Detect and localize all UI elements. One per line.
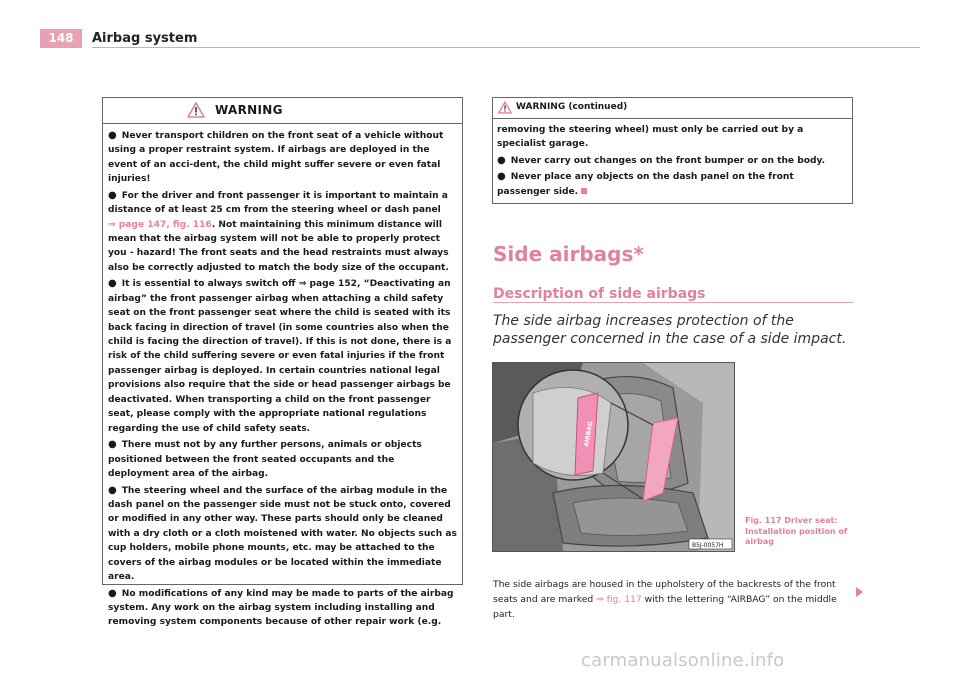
warning-lead: removing the steering wheel) must only be carried out by a specialist garage.	[497, 125, 804, 150]
section-end-marker	[581, 188, 587, 194]
warning-continued-body	[493, 119, 852, 199]
body-text: The side airbags are housed in the upholstery of the backrests of the front seats and are marked	[493, 579, 836, 605]
section-intro: The side airbag increases protection of the passenger concerned in the case of a side impact.	[493, 313, 847, 347]
subtitle-divider	[493, 302, 853, 303]
bullet-icon: ●	[108, 278, 117, 290]
bullet-icon: ●	[497, 171, 506, 183]
body-paragraph	[493, 577, 858, 622]
warning-paragraph	[108, 438, 458, 481]
bullet-icon: ●	[497, 154, 506, 166]
bullet-icon: ●	[108, 587, 117, 599]
warning-text: No modifications of any kind may be made to parts of the airbag system. Any work on the airbag system including installing and removing system components because of other repair work (e.g.	[108, 588, 454, 628]
warning-paragraph	[108, 587, 458, 630]
warning-triangle-icon	[498, 101, 512, 114]
warning-text: For the driver and front passenger it is important to maintain a distance of at least 25 cm from the steering wheel or dash panel	[108, 190, 448, 216]
airbag-label: AIRBAG	[583, 420, 595, 448]
bullet-icon: ●	[108, 189, 117, 201]
figure-ref-link[interactable]: ⇒ fig. 117	[596, 594, 642, 605]
warning-text: The steering wheel and the surface of the airbag module in the dash panel on the passenger side must not be stuck onto, covered or modified in any other way. These parts should only be cleaned with a dry cloth or a cloth moistened with water. No objects such as cup holders, mobile phone mounts, etc. may be attached to the covers of the airbag modules or be located within the immediate area.	[108, 485, 457, 582]
continue-arrow-icon	[855, 586, 864, 598]
warning-continued-header	[493, 98, 852, 119]
caption-line: Fig. 117 Driver seat:	[745, 516, 838, 525]
page-number: 148	[40, 29, 82, 48]
warning-header	[103, 98, 462, 124]
warning-continued-title: WARNING (continued)	[516, 102, 628, 112]
warning-paragraph	[497, 170, 848, 199]
warning-box	[102, 97, 463, 628]
warning-text: Never transport children on the front seat of a vehicle without using a proper restraint system. If airbags are deployed in the event of an acci-dent, the child might suffer severe or even fatal injuries!	[108, 131, 444, 185]
figure-code: B5J-0057H	[692, 542, 724, 549]
warning-text: . Not maintaining this minimum distance will mean that the airbag system will not be able to properly protect you - hazard! The front seats and the head restraints must always also be correctly adjusted to match the body size of the occupant.	[108, 219, 449, 273]
warning-paragraph	[108, 277, 458, 435]
page-header-title: Airbag system	[92, 31, 198, 46]
seat-illustration	[492, 362, 735, 552]
warning-text: It is essential to always switch off ⇒ page 152, “Deactivating an airbag” the front passenger airbag when attaching a child safety seat on the front passenger seat where the child is seated with its back facing in direction of travel (in some countries also when the child is facing the direction of travel). If this is not done, there is a risk of the child suffering severe or even fatal injuries if the front passenger airbag is deployed. In certain countries national legal provisions also require that the side or head passenger airbags be deactivated. When transporting a child on the front passenger seat, please comply with the appropriate national regulations regarding the use of child safety seats.	[108, 279, 452, 434]
bullet-icon: ●	[108, 439, 117, 451]
warning-continued-box	[492, 97, 853, 204]
header-divider	[92, 47, 920, 48]
watermark: carmanualsonline.info	[581, 650, 785, 671]
warning-body	[103, 124, 462, 630]
warning-text: Never carry out changes on the front bumper or on the body.	[510, 155, 826, 166]
figure-caption	[745, 516, 855, 548]
bullet-icon: ●	[108, 130, 117, 141]
warning-text: There must not by any further persons, animals or objects positioned between the front seated occupants and the deployment area of the airbag.	[108, 440, 422, 479]
section-title: Side airbags*	[493, 242, 644, 266]
warning-paragraph	[108, 189, 458, 275]
warning-paragraph	[108, 129, 458, 187]
warning-title: WARNING	[215, 103, 283, 117]
caption-line: Installation position of airbag	[745, 526, 848, 546]
section-subtitle: Description of side airbags	[493, 286, 706, 302]
bullet-icon: ●	[108, 484, 117, 496]
warning-triangle-icon	[187, 102, 205, 118]
body-text: with the lettering “AIRBAG” on the middle part.	[493, 594, 837, 620]
warning-paragraph	[497, 154, 848, 168]
page-ref-link[interactable]: ⇒ page 147, fig. 116	[108, 219, 212, 230]
warning-text: Never place any objects on the dash panel on the front passenger side.	[497, 172, 794, 197]
warning-paragraph	[108, 484, 458, 585]
seat-drawing	[493, 363, 734, 551]
